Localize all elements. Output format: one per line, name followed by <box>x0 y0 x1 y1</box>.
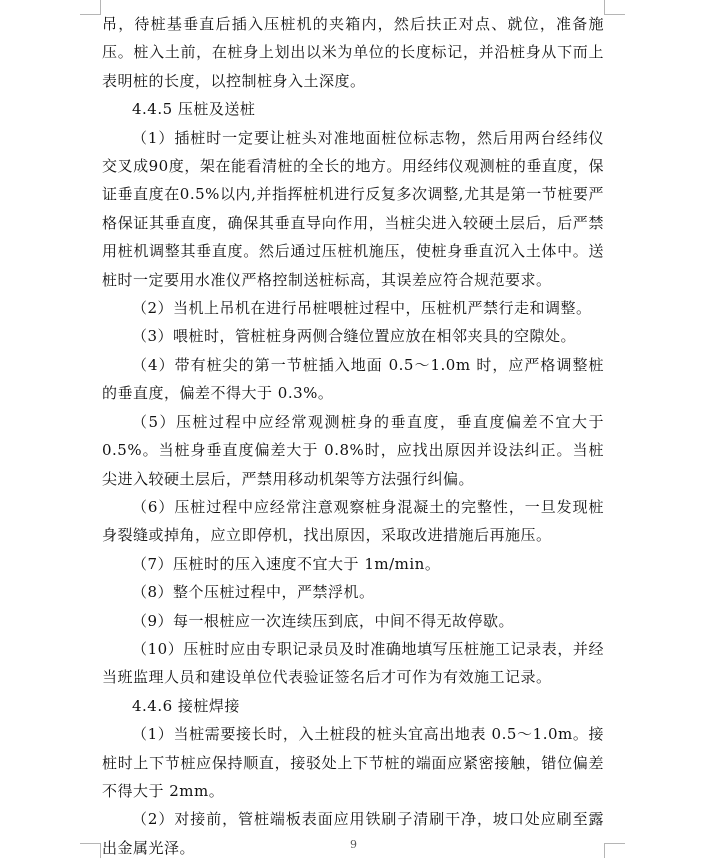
paragraph-item-5: （5）压桩过程中应经常观测桩身的垂直度，垂直度偏差不宜大于 0.5%。当桩身垂直度偏差大于 0.8%时，应找出原因并设法纠正。当桩尖进入较硬土层后，严禁用移动机架等方法强行纠偏。 <box>102 412 604 488</box>
paragraph-item-4: （4）带有桩尖的第一节桩插入地面 0.5～1.0m 时，应严格调整桩的垂直度，偏差不得大于 0.3%。 <box>102 355 604 403</box>
crop-mark-top-left <box>80 0 101 15</box>
paragraph-continuation: 吊，待桩基垂直后插入压桩机的夹箱内，然后扶正对点、就位，准备施压。桩入土前，在桩身上划出以米为单位的长度标记，并沿桩身从下而上表明桩的长度，以控制桩身入土深度。 <box>102 15 604 90</box>
page-number: 9 <box>350 838 357 851</box>
paragraph-item-2: （2）当机上吊机在进行吊桩喂桩过程中，压桩机严禁行走和调整。 <box>132 299 592 318</box>
paragraph-item-6: （6）压桩过程中应经常注意观察桩身混凝土的完整性，一旦发现桩身裂缝或掉角，应立即停机，找出原因，采取改进措施后再施压。 <box>102 497 604 545</box>
paragraph-weld-item-2: （2）对接前，管桩端板表面应用铁刷子清刷干净，坡口处应刷至露出金属光泽。 <box>102 810 604 857</box>
paragraph-item-7: （7）压桩时的压入速度不宜大于 1m/min。 <box>132 554 441 573</box>
paragraph-item-1: （1）插桩时一定要让桩头对准地面桩位标志物，然后用两台经纬仪交叉成90度，架在能看清桩的全长的地方。用经纬仪观测桩的垂直度，保证垂直度在0.5%以内,并指挥桩机进行反复多次调整,尤其是第一节桩要严格保证其垂直度，确保其垂直导向作用，当桩尖进入较硬土层后，后严禁用桩机调整其垂直度。然后通过压桩机施压，使桩身垂直沉入土体中。送桩时一定要用水准仪严格控制送桩标高，其误差应符合规范要求。 <box>102 128 604 289</box>
document-body <box>102 10 604 862</box>
paragraph-weld-item-1: （1）当桩需要接长时，入土桩段的桩头宜高出地表 0.5～1.0m。接桩时上下节桩应保持顺直，接驳处上下节桩的端面应紧密接触，错位偏差不得大于 2mm。 <box>102 725 604 800</box>
crop-mark-top-right <box>604 0 625 15</box>
paragraph-item-8: （8）整个压桩过程中，严禁浮机。 <box>132 583 375 602</box>
paragraph-item-10: （10）压桩时应由专职记录员及时准确地填写压桩施工记录表，并经当班监理人员和建设单位代表验证签名后才可作为有效施工记录。 <box>102 639 604 687</box>
section-heading-4-4-6: 4.4.6 接桩焊接 <box>132 696 240 715</box>
section-heading-4-4-5: 4.4.5 压桩及送桩 <box>132 100 256 119</box>
paragraph-item-3: （3）喂桩时，管桩桩身两侧合缝位置应放在相邻夹具的空隙处。 <box>132 327 577 346</box>
paragraph-item-9: （9）每一根桩应一次连续压到底，中间不得无故停歇。 <box>132 611 515 630</box>
